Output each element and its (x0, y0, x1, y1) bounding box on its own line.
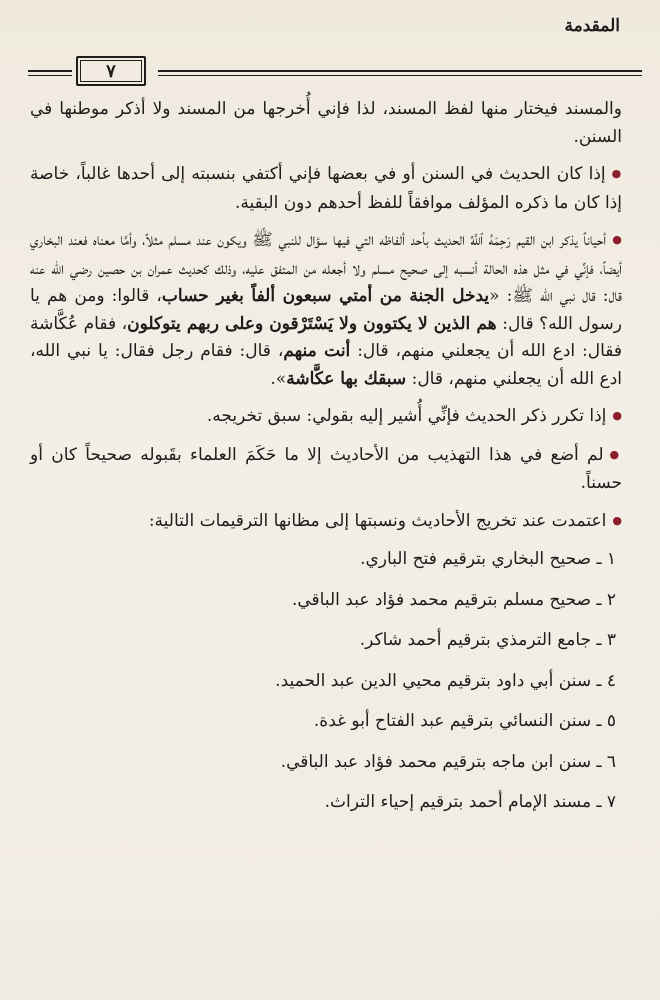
bullet-icon (606, 228, 622, 248)
bullet-icon (604, 443, 622, 463)
bullet-paragraph-2 (30, 161, 622, 217)
header-rule-line-top (158, 70, 642, 72)
list-item: ١ ـ صحيح البخاري بترقيم فتح الباري. (360, 549, 616, 569)
page-number: ٧ (106, 60, 116, 82)
bullet-paragraph-6 (30, 508, 622, 537)
hadith-quote-2: هم الذين لا يكتوون ولا يَسْتَرْقون وعلى ربهم يتوكلون (127, 313, 497, 334)
paragraph-1: والمسند فيختار منها لفظ المسند، لذا فإني أُخرجها من المسند ولا أذكر موطنها في السنن. (30, 99, 622, 147)
paragraph-3-text-c: ، قالوا: ومن هم يا رسول الله؟ قال: (30, 286, 623, 334)
paragraph-2-text: إذا كان الحديث في السنن أو في بعضها فإني أكتفي بنسبته إلى أحدها غالباً، خاصة إذا كان ما ذكره المؤلف موافقاً للفظ أحدهم دون البقية. (30, 164, 622, 213)
paragraph-3-text-e: ، فقام عُكَّاشة فقال: ادع الله أن يجعلني منهم، قال: (30, 313, 623, 361)
list-item: ٤ ـ سنن أبي داود بترقيم محيي الدين عبد الحميد. (275, 670, 616, 691)
list-item: ٢ ـ صحيح مسلم بترقيم محمد فؤاد عبد الباقي. (291, 589, 616, 610)
list-item: ٦ ـ سنن ابن ماجه بترقيم محمد فؤاد عبد الباقي. (280, 751, 616, 772)
paragraph-5-text: لم أضع في هذا التهذيب من الأحاديث إلا ما حَكَمَ العلماء بقَبوله صحيحاً كان أو حسناً. (30, 444, 622, 493)
body-text (30, 96, 622, 830)
bullet-paragraph-5 (30, 442, 622, 498)
hadith-quote-4: سبقك بها عكَّاشة (286, 368, 407, 389)
header-rule-left-tick (28, 70, 72, 72)
header-rule-left-tick-2 (28, 75, 72, 76)
hadith-quote-3: أنت منهم (283, 341, 351, 361)
list-item: ٥ ـ سنن النسائي بترقيم عبد الفتاح أبو غدة. (313, 711, 616, 731)
paragraph-6-text: اعتمدت عند تخريج الأحاديث ونسبتها إلى مظانها الترقيمات التالية: (148, 510, 607, 531)
header-rule (28, 50, 642, 86)
header-rule-line-bottom (158, 75, 642, 76)
bullet-icon (606, 162, 622, 182)
bullet-paragraph-4 (30, 403, 622, 432)
hadith-quote-1: يدخل الجنة من أمتي سبعون ألفاً بغير حساب (161, 286, 490, 306)
paragraph-3-text-i: ». (270, 368, 287, 389)
list-item: ٧ ـ مسند الإمام أحمد بترقيم إحياء التراث. (324, 792, 616, 812)
bullet-icon (606, 404, 622, 424)
running-title: المقدمة (564, 16, 620, 36)
list-item: ٣ ـ جامع الترمذي بترقيم أحمد شاكر. (359, 630, 616, 650)
bullet-icon (606, 509, 622, 529)
paragraph-3-text-a: أحياناً يذكر ابن القيم رَحِمَهُ ٱللَّهُ الحديث بأحد ألفاظه التي فيها سؤال للنبي ﷺ ويكون عند مسلم مثلاً، وأمَّا معناه فعند البخاري أيضاً، فإنِّي في مثل هذه الحالة أنسبه إلى صحيح مسلم ولا أجعله من المتفق عليه، وذلك كحديث عمران بن حصين رضي الله عنه قال: قال نبي الله ﷺ: « (30, 230, 622, 306)
bullet-paragraph-3 (30, 227, 622, 393)
numbering-list (30, 546, 622, 817)
paragraph-4-text: إذا تكرر ذكر الحديث فإنِّي أُشير إليه بقولي: سبق تخريجه. (206, 406, 607, 426)
page-number-box (76, 56, 146, 86)
paragraph-3-text-g: ، قال: فقام رجل فقال: يا نبي الله، ادع الله أن يجعلني منهم، قال: (30, 341, 622, 389)
